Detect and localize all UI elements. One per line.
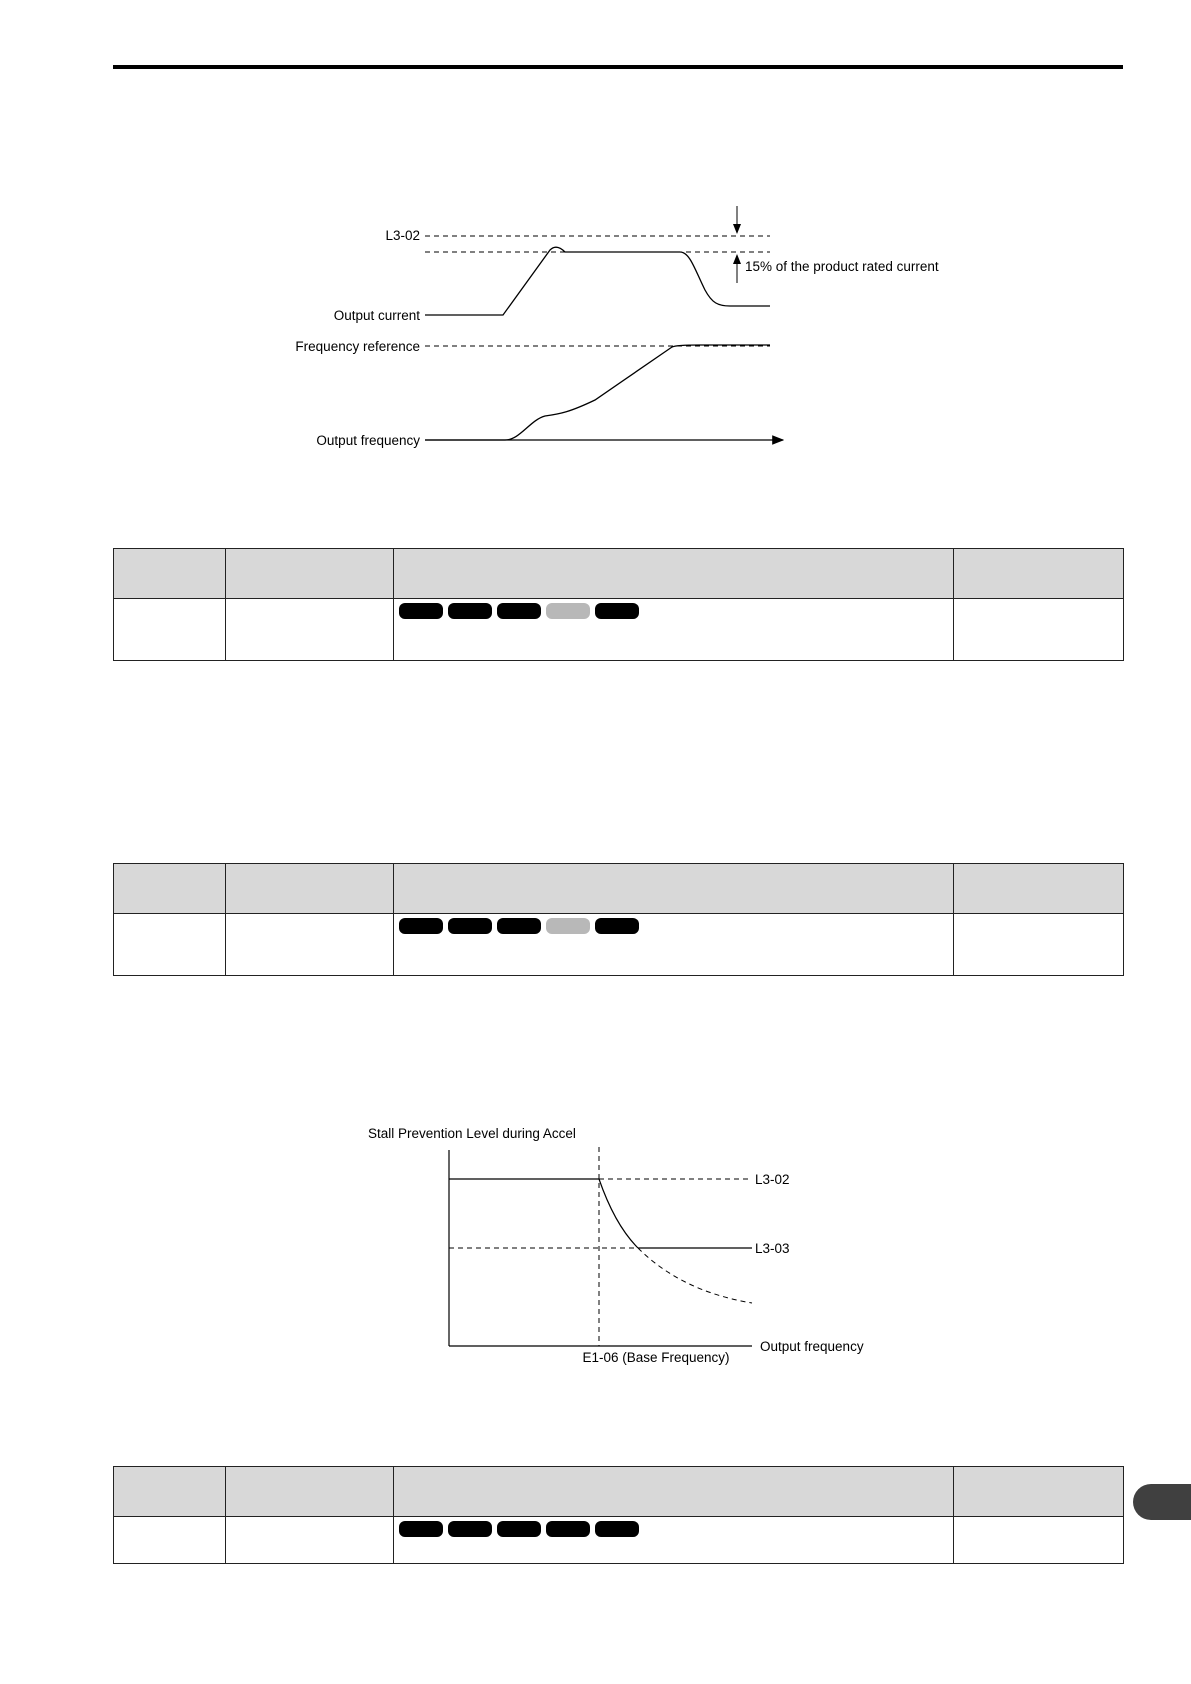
control-mode-pill (497, 1521, 541, 1537)
table-cell (394, 914, 954, 976)
table-cell (114, 1517, 226, 1564)
table-header-cell (114, 864, 226, 914)
control-mode-pill (399, 1521, 443, 1537)
control-mode-pill (546, 1521, 590, 1537)
control-mode-pill (497, 603, 541, 619)
stall-prevention-timing-figure (0, 0, 1191, 470)
control-mode-pill (399, 603, 443, 619)
control-mode-pill (595, 918, 639, 934)
table-cell (394, 1517, 954, 1564)
output-current-curve (425, 247, 770, 315)
control-mode-pill (448, 1521, 492, 1537)
table-header-cell (226, 864, 394, 914)
l3-02-label: L3-02 (755, 1172, 790, 1187)
control-mode-pills (394, 914, 953, 934)
parameter-table-3 (113, 1466, 1124, 1564)
output-frequency-curve (425, 345, 770, 440)
control-mode-pill (399, 918, 443, 934)
table-cell (114, 599, 226, 661)
control-mode-pill (546, 918, 590, 934)
y-axis-label: Stall Prevention Level during Accel (368, 1126, 576, 1141)
control-mode-pills (394, 599, 953, 619)
parameter-table-1 (113, 548, 1124, 661)
table-header-cell (226, 549, 394, 599)
table-header-row (114, 1467, 1124, 1517)
table-cell (954, 599, 1124, 661)
control-mode-pill (448, 918, 492, 934)
table-cell (954, 914, 1124, 976)
table-cell (394, 599, 954, 661)
x-axis-label: Output frequency (760, 1339, 864, 1354)
table-header-cell (394, 864, 954, 914)
table-header-cell (226, 1467, 394, 1517)
table-header-cell (394, 549, 954, 599)
table-cell (226, 1517, 394, 1564)
chapter-side-tab (1133, 1484, 1191, 1520)
table-header-cell (114, 549, 226, 599)
base-frequency-label: E1-06 (Base Frequency) (582, 1350, 730, 1365)
table-cell (226, 914, 394, 976)
output-frequency-label: Output frequency (316, 433, 420, 448)
control-mode-pill (595, 1521, 639, 1537)
decay-continuation-dashed-curve (638, 1248, 752, 1303)
table-header-row (114, 549, 1124, 599)
table-header-row (114, 864, 1124, 914)
table-header-cell (394, 1467, 954, 1517)
control-mode-pill (595, 603, 639, 619)
table-header-cell (954, 1467, 1124, 1517)
l3-02-label: L3-02 (385, 228, 420, 243)
control-mode-pill (497, 918, 541, 934)
parameter-table-2 (113, 863, 1124, 976)
table-cell (954, 1517, 1124, 1564)
output-current-label: Output current (333, 308, 420, 323)
rated-current-annotation: 15% of the product rated current (745, 259, 939, 274)
table-cell (226, 599, 394, 661)
table-cell (114, 914, 226, 976)
stall-level-decay-curve (599, 1179, 638, 1248)
control-mode-pills (394, 1517, 953, 1537)
l3-03-label: L3-03 (755, 1241, 790, 1256)
table-header-cell (954, 549, 1124, 599)
table-row (114, 599, 1124, 661)
control-mode-pill (448, 603, 492, 619)
table-row (114, 914, 1124, 976)
table-row (114, 1517, 1124, 1564)
frequency-reference-label: Frequency reference (295, 339, 420, 354)
stall-prevention-level-figure (0, 1110, 1191, 1380)
table-header-cell (114, 1467, 226, 1517)
table-header-cell (954, 864, 1124, 914)
control-mode-pill (546, 603, 590, 619)
